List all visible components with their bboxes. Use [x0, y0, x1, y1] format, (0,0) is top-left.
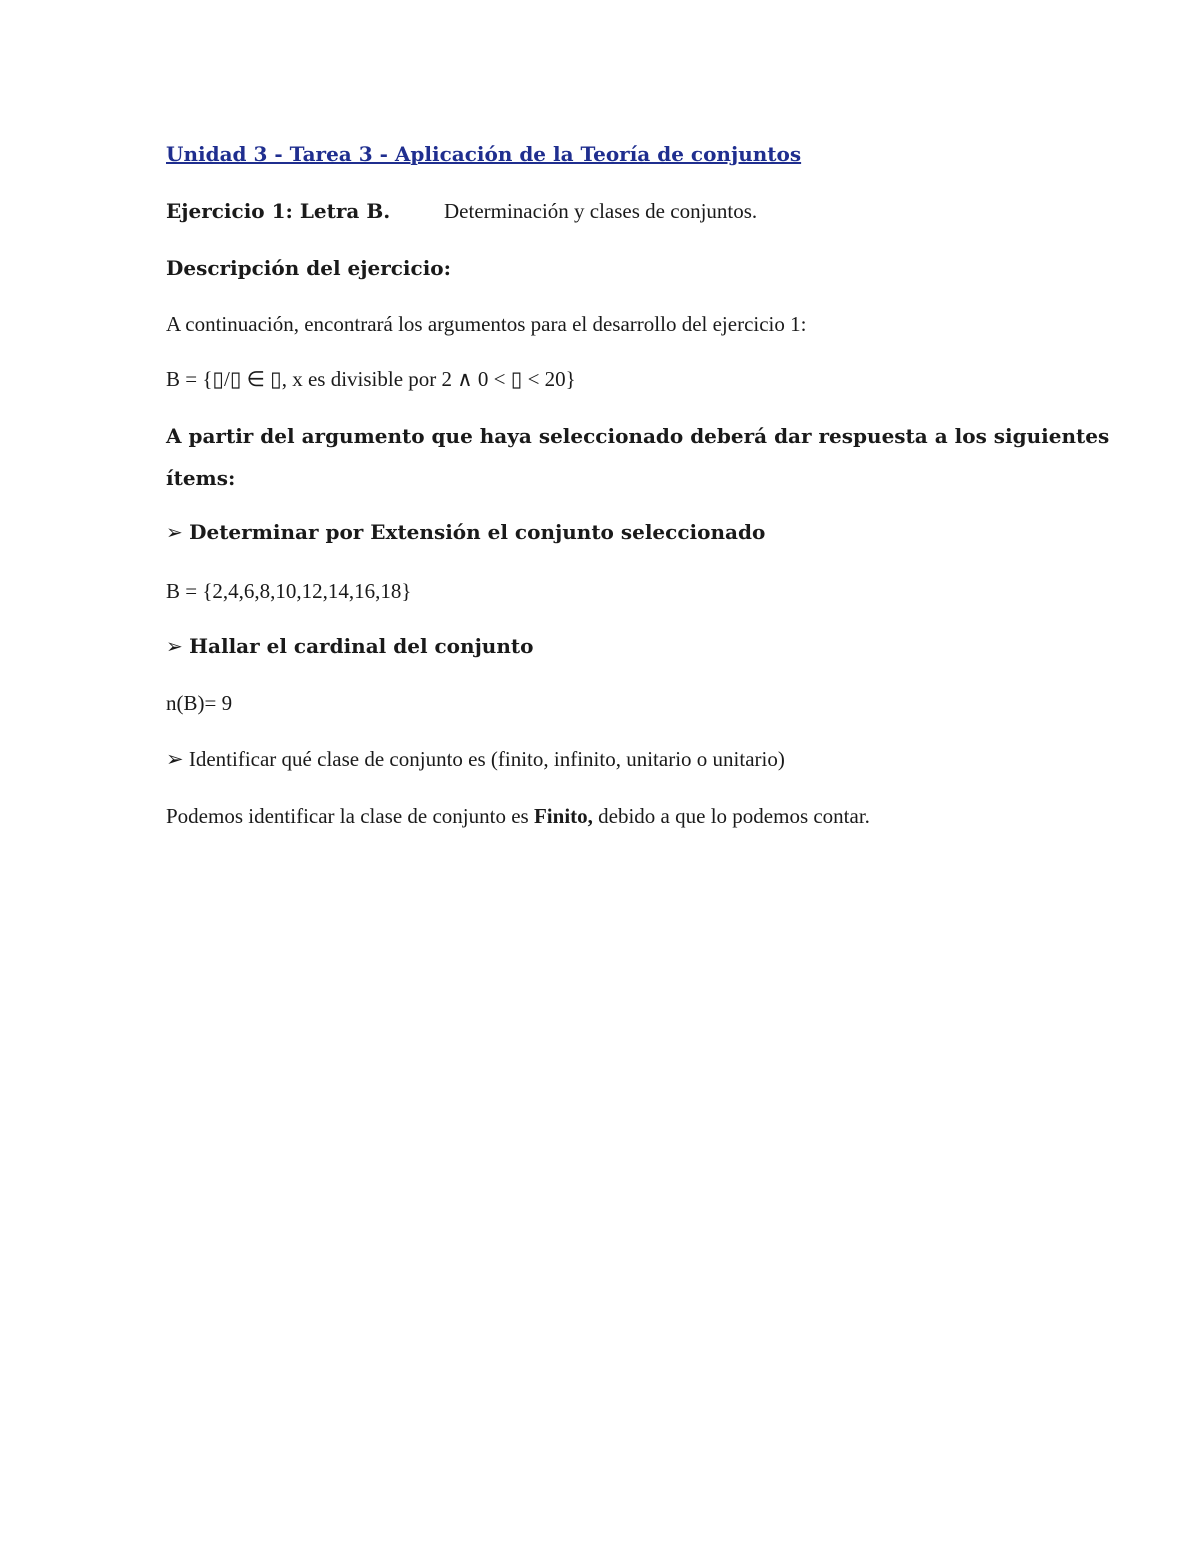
item-3-answer-suffix: debido a que lo podemos contar. [592, 804, 870, 828]
document-title: Unidad 3 - Tarea 3 - Aplicación de la Teoría de conjuntos [166, 142, 802, 166]
item-3-answer [166, 802, 870, 830]
item-3-answer-bold: Finito, [533, 804, 593, 828]
item-2-label: Hallar el cardinal del conjunto [189, 634, 534, 658]
description-heading: Descripción del ejercicio: [166, 256, 452, 280]
item-3-label: Identificar qué clase de conjunto es (finito, infinito, unitario o unitario) [188, 747, 785, 771]
exercise-topic: Determinación y clases de conjuntos. [444, 199, 758, 223]
exercise-label: Ejercicio 1: Letra B. [166, 199, 391, 223]
item-2-answer: n(B)= 9 [166, 691, 233, 715]
item-2 [166, 632, 533, 660]
intro-paragraph: A continuación, encontrará los argumentos para el desarrollo del ejercicio 1: [166, 312, 807, 336]
arrow-bullet-icon: ➢ [166, 520, 183, 544]
set-definition: B = {▯/▯ ∈ ▯, x es divisible por 2 ∧ 0 < ▯ < 20} [166, 367, 576, 391]
exercise-line [166, 197, 966, 225]
arrow-bullet-icon: ➢ [166, 747, 184, 771]
instruction-line-1: A partir del argumento que haya seleccionado deberá dar respuesta a los siguientes [166, 424, 1110, 448]
item-3 [166, 745, 785, 773]
item-3-answer-prefix: Podemos identificar la clase de conjunto es [166, 804, 534, 828]
instruction-line-2: ítems: [166, 466, 236, 490]
item-1 [166, 518, 765, 546]
item-1-answer: B = {2,4,6,8,10,12,14,16,18} [166, 579, 412, 603]
item-1-label: Determinar por Extensión el conjunto seleccionado [189, 520, 766, 544]
arrow-bullet-icon: ➢ [166, 634, 183, 658]
